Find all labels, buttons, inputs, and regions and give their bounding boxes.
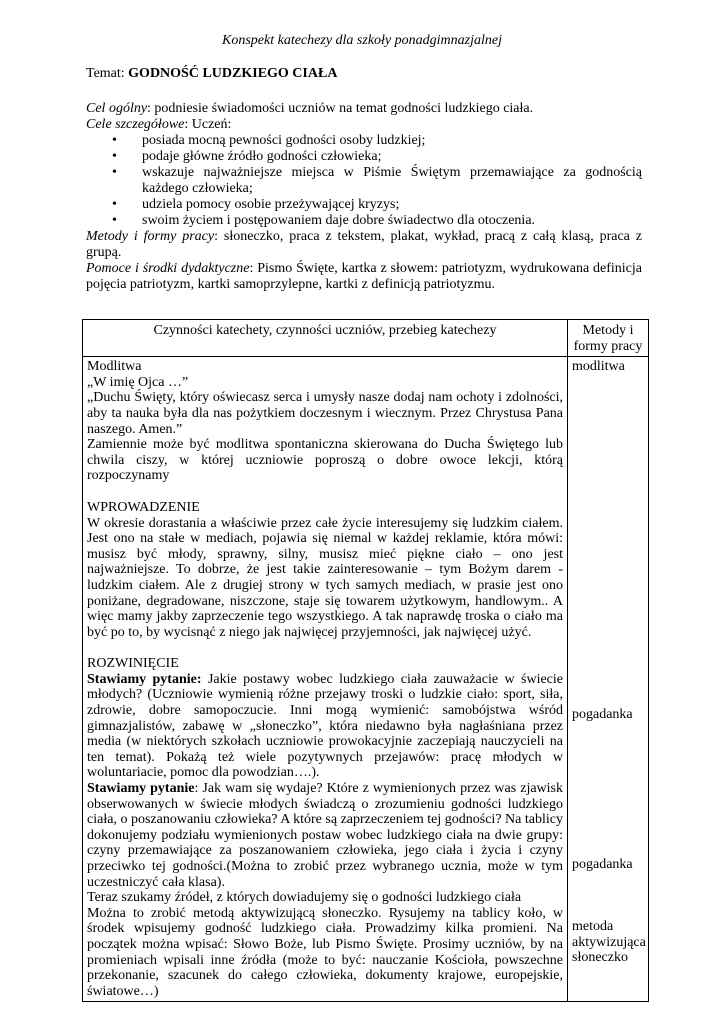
goals-section xyxy=(86,101,642,293)
aids-text: : Pismo Święte, kartka z słowem: patriotyzm, wydrukowana definicja pojęcia patriotyzm, kartki samoprzylepne, kartki z definicją patriotyzmu. xyxy=(86,261,643,292)
activities-cell xyxy=(83,357,568,1002)
methods-cell xyxy=(568,357,649,1002)
question-2 xyxy=(87,781,563,890)
aids-label: Pomoce i środki dydaktyczne xyxy=(86,261,250,276)
sources-text: Teraz szukamy źródeł, z których dowiadujemy się o godności ludzkiego ciała xyxy=(87,890,522,906)
intro-title: WPROWADZENIE xyxy=(87,499,200,515)
methods-line xyxy=(86,229,642,261)
sun-method-text: Można to zrobić metodą aktywizującą słoneczko. Rysujemy na tablicy koło, w środek wpisujemy godność ludzkiego ciała. Prowadzimy kilka promieni. Na początek można wpisać: Słowo Boże, lub Pismo Święte. Prosimy uczniów, by na promieniach wpisali inne źródła (może to być: nauczanie Kościoła, powszechne przekonanie, szacunek do całego człowieka, dokumenty krajowe, europejskie, światowe…) xyxy=(87,905,563,999)
table-row xyxy=(83,357,649,1002)
methods-label: Metody i formy pracy xyxy=(86,229,215,244)
question-1 xyxy=(87,672,563,781)
method-discussion-2: pogadanka xyxy=(572,857,633,873)
goal-item: • udziela pomocy osobie przeżywającej kryzys; xyxy=(128,197,642,213)
general-goal xyxy=(86,101,642,117)
goal-item: • podaje główne źródło godności człowieka; xyxy=(128,149,642,165)
topic-title: GODNOŚĆ LUDZKIEGO CIAŁA xyxy=(128,66,338,81)
goal-item: • posiada mocną pewności godności osoby ludzkiej; xyxy=(128,133,642,149)
lesson-plan-table xyxy=(82,319,649,1002)
specific-goals-text: : Uczeń: xyxy=(184,117,232,132)
question-2-text: : Jak wam się wydaje? Które z wymienionych przez was zjawisk obserwowanych w świecie młodych świadczą o zrozumieniu godności ludzkiego ciała, o poszanowaniu człowieka? A które są zaprzeczeniem tej godności? Na tablicy dokonujemy podziału wymienionych postaw wobec ludzkiego ciała na dwie grupy: czyny przemawiające za poszanowaniem człowieka, jego ciała i życia i czyny przeciwko tej godności.(Można to zrobić przez wybranego ucznia, może w tym uczestniczyć cała klasa). xyxy=(87,781,563,890)
table-header-row xyxy=(83,320,649,357)
aids-line xyxy=(86,261,642,293)
intro-text: W okresie dorastania a właściwie przez całe życie interesujemy się ludzkim ciałem. Jest ono na stałe w mediach, pojawia się niemal w każdej reklamie, która mówi: musisz być młody, sprawny, silny, musisz mieć piękne ciało – ono jest najważniejsze. To dobrze, że jest takie zainteresowanie – tym Bożym darem - ludzkim ciałem. Ale z drugiej strony w tych samych mediach, w prasie jest ono poniżane, degradowane, niszczone, staje się towarem użytkowym, handlowym.. A więc mamy jakby zaprzeczenie tego wszystkiego. A tak naprawdę troska o ciało ma być po to, by wycisnąć z niego jak najwięcej przyjemności, jak najwięcej użyć. xyxy=(87,515,563,640)
prayer-text: „Duchu Święty, który oświecasz serca i umysły nasze dodaj nam ochoty i zdolności, aby ta nauka była dla nas pożytkiem doczesnym i wiecznym. Przez Chrystusa Pana naszego. Amen.” xyxy=(87,390,563,437)
prayer-opening: „W imię Ojca …” xyxy=(87,374,189,390)
goals-list xyxy=(86,133,642,229)
specific-goals xyxy=(86,117,642,133)
topic-line xyxy=(86,66,337,82)
document-header: Konspekt katechezy dla szkoły ponadgimnazjalnej xyxy=(222,33,502,48)
prayer-title: Modlitwa xyxy=(87,359,142,375)
prayer-alternative: Zamiennie może być modlitwa spontaniczna skierowana do Ducha Świętego lub chwila ciszy, w której uczniowie poproszą o dobre owoce lekcji, którą rozpoczynamy xyxy=(87,437,563,484)
question-1-label: Stawiamy pytanie: xyxy=(87,671,202,687)
method-discussion-1: pogadanka xyxy=(572,707,633,723)
general-goal-label: Cel ogólny xyxy=(86,101,148,116)
development-title: ROZWINIĘCIE xyxy=(87,656,179,672)
question-2-label: Stawiamy pytanie xyxy=(87,781,195,797)
general-goal-text: : podniesie świadomości uczniów na temat godności ludzkiego ciała. xyxy=(147,101,534,116)
topic-label: Temat: xyxy=(86,66,129,81)
goal-item: • wskazuje najważniejsze miejsca w Piśmie Świętym przemawiające za godnością każdego człowieka; xyxy=(128,165,642,197)
methods-text: : słoneczko, praca z tekstem, plakat, wykład, pracą z całą klasą, praca z grupą. xyxy=(86,229,642,260)
column-header-activities: Czynności katechety, czynności uczniów, przebieg katechezy xyxy=(83,320,568,357)
method-prayer: modlitwa xyxy=(572,359,625,375)
goal-item: • swoim życiem i postępowaniem daje dobre świadectwo dla otoczenia. xyxy=(128,213,642,229)
column-header-methods: Metody i formy pracy xyxy=(568,320,649,357)
question-1-text: Jakie postawy wobec ludzkiego ciała zauważacie w świecie młodych? (Uczniowie wymienią różne przejawy troski o ludzkie ciało: sport, siła, zdrowie, dobre samopoczucie. Inni mogą wymienić: samobójstwa wśród gimnazjalistów, zabawę w „słoneczko”, która niedawno była nagłaśniana przez media (w niektórych szkołach uczniowie prowokacyjnie zaczepiają nauczycieli na ten temat). Pokażą też wiele pozytywnych przejawów: pracę młodych w woluntariacie, pomoc dla powodzian….). xyxy=(87,671,563,781)
specific-goals-label: Cele szczegółowe xyxy=(86,117,185,132)
method-sun: metoda aktywizująca słoneczko xyxy=(572,919,646,966)
